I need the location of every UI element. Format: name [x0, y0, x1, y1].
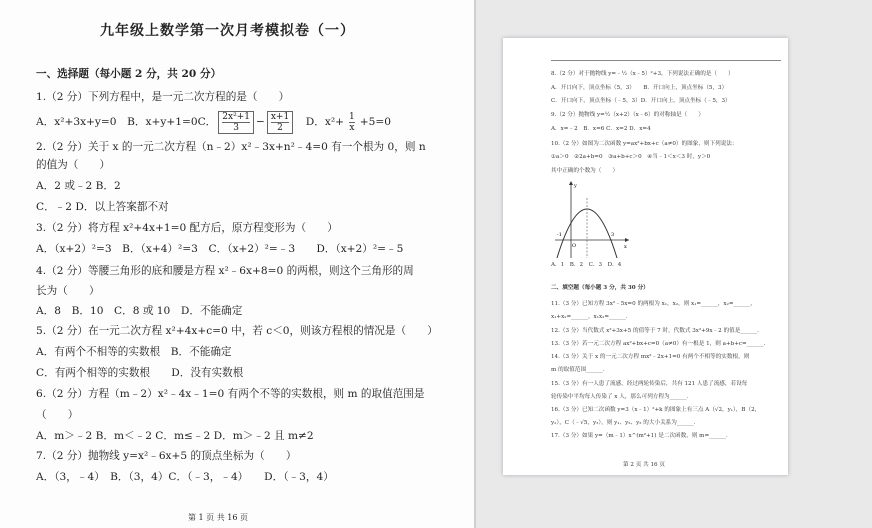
x-label: x	[624, 244, 627, 250]
question-7: 7.（2 分）抛物线 y=x²﹣6x+5 的顶点坐标为（ ）	[36, 450, 297, 462]
question-16-cont: y₂），C（﹣√5，y₃），则 y₁、y₂、y₃ 的大小关系为______．	[551, 420, 700, 426]
tick-3: 3	[611, 232, 615, 238]
question-3: 3.（2 分）将方程 x²+4x+1=0 配方后，原方程变形为（ ）	[36, 222, 338, 234]
question-8-options-cd: C．开口向下，顶点坐标（﹣5，3）D．开口向上，顶点坐标（﹣5，3）	[551, 98, 731, 104]
question-14-cont: m 的取值范围______．	[551, 367, 609, 373]
question-15: 15.（3 分）有一人患了流感，经过两轮传染后，共有 121 人患了流感，若设每	[551, 381, 748, 387]
fraction: $\frac{x+1}{2}$	[267, 111, 293, 134]
question-11-cont: x₁+x₂=______，x₁x₂=______．	[551, 314, 632, 320]
question-9: 9.（2 分）抛物线 y=½（x+2）（x﹣6）的对称轴是（ ）	[551, 112, 704, 118]
question-6-cont: （ ）	[36, 409, 79, 421]
page-footer-2: 第 2 页 共 16 页	[623, 462, 665, 468]
tick-minus-1: -1	[557, 232, 562, 238]
question-8-options-ab: A．开口向下，顶点坐标（5，3） B．开口向上，顶点坐标（5，3）	[551, 85, 728, 91]
page-footer: 第 1 页 共 16 页	[188, 513, 248, 522]
page-2	[503, 38, 788, 475]
question-4-cont: 长为（ ）	[36, 285, 100, 297]
question-8: 8.（2 分）对于抛物线 y=﹣½（x﹣5）²+3，下列说法正确的是（ ）	[551, 71, 734, 77]
question-5-options-ab: A．有两个不相等的实数根 B．不能确定	[36, 346, 232, 358]
header-rule	[551, 60, 781, 61]
question-4: 4.（2 分）等腰三角形的底和腰是方程 x²﹣6x+8=0 的两根，则这个三角形的周	[36, 265, 414, 277]
page-separator	[474, 0, 476, 528]
section-heading-2: 二、填空题（每小题 3 分，共 30 分）	[551, 285, 649, 291]
question-1: 1.（2 分）下列方程中，是一元二次方程的是（ ）	[36, 91, 290, 103]
section-heading: 一、选择题（每小题 2 分，共 20 分）	[36, 68, 222, 80]
question-2-options-ab: A．2 或﹣2 B．2	[36, 180, 121, 192]
question-3-options: A．（x+2）²=3 B．（x+4）²=3 C．（x+2）²=﹣3 D．（x+2）²=﹣5	[36, 243, 404, 255]
question-11: 11.（3 分）已知方程 3x²﹣5x=0 的两根为 x₁，x₂，则 x₁=______，x₂=______，	[551, 301, 756, 307]
question-2-cont: 的值为（ ）	[36, 159, 111, 171]
question-5: 5.（2 分）在一元二次方程 x²+4x+c=0 中，若 c＜0，则该方程根的情况是（ ）	[36, 325, 438, 337]
question-7-options: A．（3，﹣4） B．（3，4）C．（﹣3，﹣4） D．（﹣3，4）	[36, 471, 334, 483]
question-10: 10.（2 分）如图为二次函数 y=ax²+bx+c（a≠0）的图象，则下列说法：	[551, 141, 738, 147]
question-17: 17.（3 分）如果 y=（m﹣1）x^(m²+1) 是二次函数，则 m=______．	[551, 433, 732, 439]
question-16: 16.（3 分）已知二次函数 y=3（x﹣1）²+k 的图象上有三点 A（√2，y₁），B（2，	[551, 407, 761, 413]
y-arrow-icon	[569, 181, 573, 185]
y-label: y	[574, 183, 577, 189]
question-2-options-cd: C．﹣2 D．以上答案都不对	[36, 201, 169, 213]
parabola-graph	[551, 178, 631, 260]
question-14: 14.（3 分）关于 x 的一元二次方程 mx²﹣2x+1=0 有两个不相等的实数根，则	[551, 354, 750, 360]
question-4-options: A．8 B．10 C．8 或 10 D．不能确定	[36, 305, 243, 317]
question-5-options-cd: C．有两个相等的实数根 D．没有实数根	[36, 367, 244, 379]
x-arrow-icon	[625, 238, 629, 242]
question-15-cont: 轮传染中平均每人传染了 x 人，那么可列方程为______．	[551, 394, 692, 400]
question-13: 13.（3 分）若一元二次方程 ax²+bx+c=0（a≠0）有一根是 1，则 a+b+c=______．	[551, 341, 770, 347]
question-2: 2.（2 分）关于 x 的一元二次方程（n﹣2）x²﹣3x+n²﹣4=0 有一个根为 0，则 n	[36, 141, 426, 153]
question-1-options: A．x²+3x+y=0 B．x+y+1=0C． $\frac{\text{2x²+1}}{3}$ − $\frac{x+1}{2}$ D．x²+ $\frac{1}{x}$ +5=0	[36, 111, 391, 133]
question-9-options: A．x=﹣2 B．x=6 C．x=2 D．x=4	[551, 126, 651, 132]
question-12: 12.（3 分）当代数式 x²+3x+5 的值等于 7 时，代数式 3x²+9x﹣2 的值是______．	[551, 328, 763, 334]
question-10-statements: ①a＞0 ②2a+b=0 ③a+b+c＞0 ④当﹣1＜x＜3 时，y＞0	[551, 154, 711, 160]
page-title: 九年级上数学第一次月考模拟卷（一）	[100, 23, 355, 39]
fraction: $\frac{1}{x}$	[348, 111, 355, 133]
question-6: 6.（2 分）方程（m﹣2）x²﹣4x﹣1=0 有两个不等的实数根，则 m 的取值范围是	[36, 388, 425, 400]
origin-label: O	[572, 243, 577, 249]
question-10-options: A．1 B．2 C．3 D．4	[551, 262, 622, 268]
fraction: $\frac{\text{2x²+1}}{3}$	[218, 111, 254, 134]
question-6-options: A．m＞﹣2 B．m＜﹣2 C．m≤﹣2 D．m＞﹣2 且 m≠2	[36, 430, 314, 442]
question-10-ask: 其中正确的个数为（ ）	[551, 168, 619, 174]
